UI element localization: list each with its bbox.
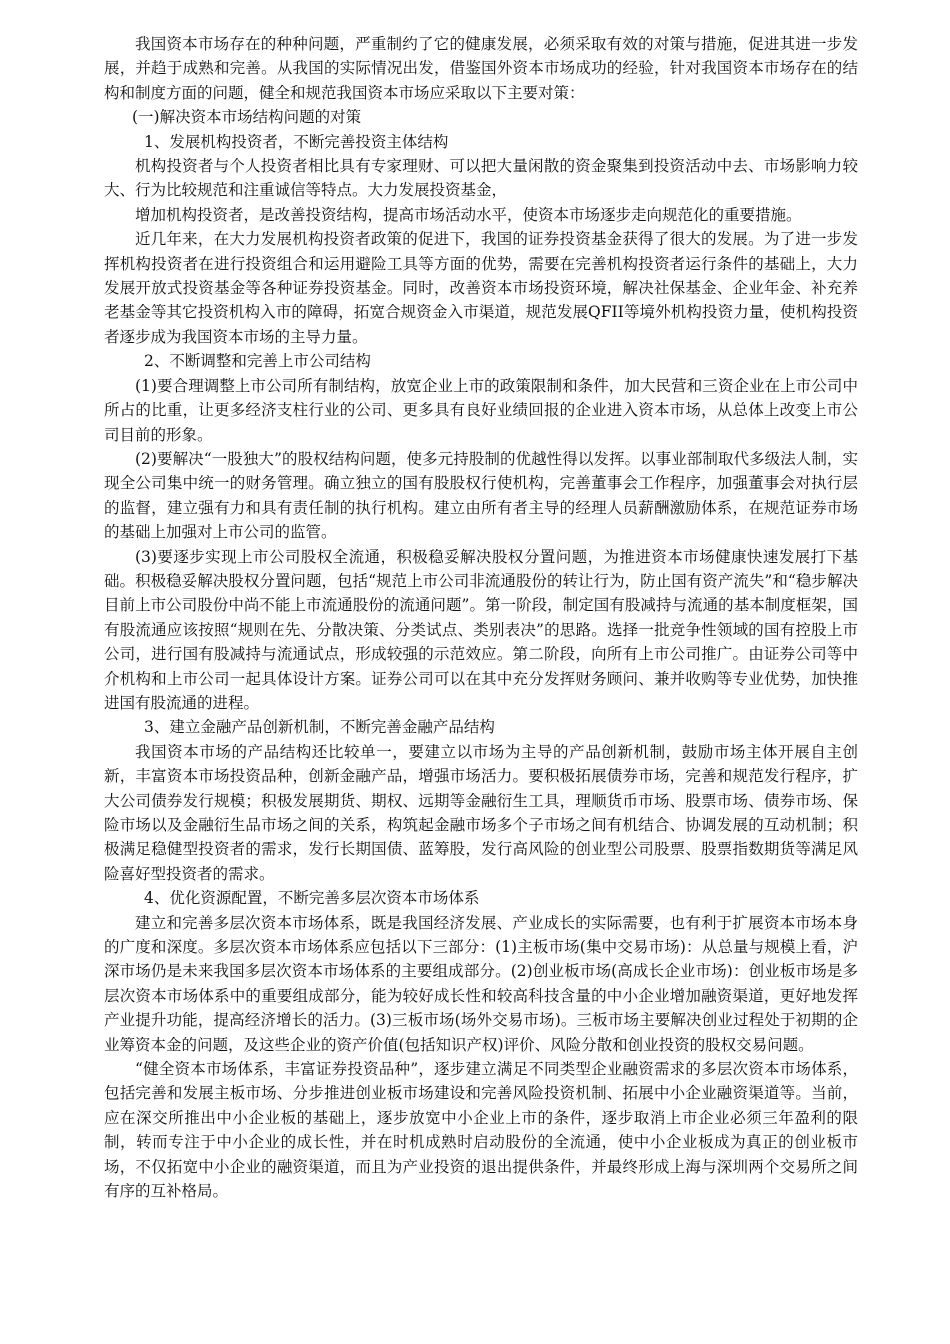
subheading-1: 1、发展机构投资者，不断完善投资主体结构 (144, 132, 449, 151)
paragraph-item-1: (1)要合理调整上市公司所有制结构，放宽企业上市的政策限制和条件，加大民营和三资企业在上市公司中所占的比重，让更多经济支柱行业的公司、更多具有良好业绩回报的企业进入资本市场，从总体上改变上市公司目前的形象。 (104, 376, 858, 444)
paragraph-item-3: (3)要逐步实现上市公司股权全流通，积极稳妥解决股权分置问题，为推进资本市场健康快速发展打下基础。积极稳妥解决股权分置问题，包括“规范上市公司非流通股份的转让行为，防止国有资产流失”和“稳步解决目前上市公司股份中尚不能上市流通股份的流通问题”。第一阶段，制定国有股减持与流通的基本制度框架，国有股流通应该按照“规则在先、分散决策、分类试点、类别表决”的思路。选择一批竞争性领域的国有控股上市公司，进行国有股减持与流通试点，形成较强的示范效应。第二阶段，向所有上市公司推广。由证券公司等中介机构和上市公司一起具体设计方案。证券公司可以在其中充分发挥财务顾问、兼并收购等专业优势，加快推进国有股流通的进程。 (104, 547, 858, 712)
subheading-2: 2、不断调整和完善上市公司结构 (144, 352, 371, 371)
subheading-3: 3、建立金融产品创新机制，不断完善金融产品结构 (144, 718, 495, 737)
paragraph-recent-years: 近几年来，在大力发展机构投资者政策的促进下，我国的证券投资基金获得了很大的发展。为了进一步发挥机构投资者在进行投资组合和运用避险工具等方面的优势，需要在完善机构投资者运行条件的基础上，大力发展开放式投资基金等各种证券投资基金。同时，改善资本市场投资环境，解决社保基金、企业年金、补充养老基金等其它投资机构入市的障碍，拓宽合规资金入市渠道，规范发展QFII等境外机构投资力量，使机构投资者逐步成为我国资本市场的主导力量。 (104, 230, 858, 346)
subheading-4: 4、优化资源配置，不断完善多层次资本市场体系 (144, 889, 480, 908)
paragraph-products: 我国资本市场的产品结构还比较单一，要建立以市场为主导的产品创新机制，鼓励市场主体开展自主创新，丰富资本市场投资品种，创新金融产品，增强市场活力。要积极拓展债券市场，完善和规范发行程序，扩大公司债券发行规模；积极发展期货、期权、远期等金融衍生工具，理顺货币市场、股票市场、债券市场、保险市场以及金融衍生品市场之间的关系，构筑起金融市场多个子市场之间有机结合、协调发展的互动机制；积极满足稳健型投资者的需求，发行长期国债、蓝筹股，发行高风险的创业型公司股票、股票指数期货等满足风险喜好型投资者的需求。 (104, 742, 858, 883)
paragraph-multilevel: 建立和完善多层次资本市场体系，既是我国经济发展、产业成长的实际需要，也有利于扩展资本市场本身的广度和深度。多层次资本市场体系应包括以下三部分：(1)主板市场(集中交易市场)：从总量与规模上看，沪深市场仍是未来我国多层次资本市场体系的主要组成部分。(2)创业板市场(高成长企业市场)：创业板市场是多层次资本市场体系中的重要组成部分，能为较好成长性和较高科技含量的中小企业增加融资渠道，更好地发挥产业提升功能，提高经济增长的活力。(3)三板市场(场外交易市场)。三板市场主要解决创业过程处于初期的企业筹资本金的问题，及这些企业的资产价值(包括知识产权)评价、风险分散和创业投资的股权交易问题。 (104, 913, 858, 1054)
paragraph-conclusion: “健全资本市场体系，丰富证券投资品种”，逐步建立满足不同类型企业融资需求的多层次资本市场体系，包括完善和发展主板市场、分步推进创业板市场建设和完善风险投资机制、拓展中小企业融资渠道等。当前，应在深交所推出中小企业板的基础上，逐步放宽中小企业上市的条件，逐步取消上市企业必须三年盈利的限制，转而专注于中小企业的成长性，并在时机成熟时启动股份的全流通，使中小企业板成为真正的创业板市场，不仅拓宽中小企业的融资渠道，而且为产业投资的退出提供条件，并最终形成上海与深圳两个交易所之间有序的互补格局。 (104, 1060, 858, 1201)
paragraph-institutional-2: 增加机构投资者，是改善投资结构，提高市场活动水平，使资本市场逐步走向规范化的重要措施。 (135, 205, 802, 224)
paragraph-intro: 我国资本市场存在的种种问题，严重制约了它的健康发展，必须采取有效的对策与措施，促进其进一步发展，并趋于成熟和完善。从我国的实际情况出发，借鉴国外资本市场成功的经验，针对我国资本市场存在的结构和制度方面的问题，健全和规范我国资本市场应采取以下主要对策： (104, 35, 858, 102)
section-heading-structure: (一)解决资本市场结构问题的对策 (132, 108, 362, 127)
paragraph-item-2: (2)要解决“一股独大”的股权结构问题，使多元持股制的优越性得以发挥。以事业部制取代多级法人制，实现全公司集中统一的财务管理。确立独立的国有股股权行使机构，完善董事会工作程序，加强董事会对执行层的监督，建立强有力和具有责任制的执行机构。建立由所有者主导的经理人员薪酬激励体系，在规范证券市场的基础上加强对上市公司的监管。 (104, 449, 858, 542)
paragraph-institutional: 机构投资者与个人投资者相比具有专家理财、可以把大量闲散的资金聚集到投资活动中去、市场影响力较大、行为比较规范和注重诚信等特点。大力发展投资基金， (104, 157, 858, 200)
